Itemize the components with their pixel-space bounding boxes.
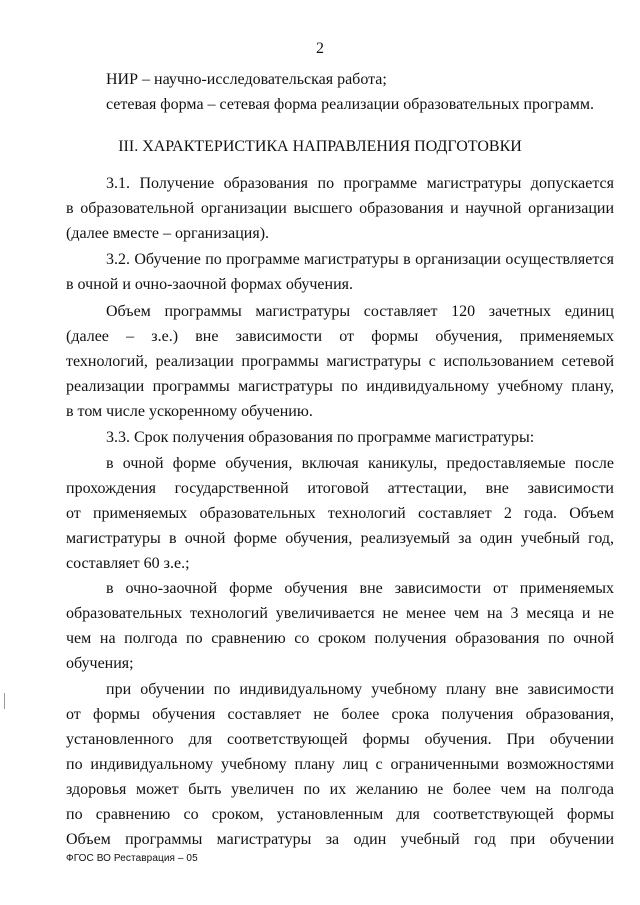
paragraph-line: составляет 60 з.е.; [66,555,190,572]
page-number: 2 [316,40,324,57]
paragraph-line: чем на полгода по сравнению со сроком получения образования по очной [66,630,614,647]
paragraph-line: (далее вместе – организация). [66,225,270,242]
paragraph-line: образовательных технологий увеличивается не менее чем на 3 месяца и не [66,605,614,622]
paragraph-line: 3.1. Получение образования по программе магистратуры допускается [106,175,614,192]
definition-line: НИР – научно-исследовательская работа; [106,71,387,88]
paragraph-line: по сравнению со сроком, установленным для соответствующей формы [66,806,614,823]
paragraph-line: в очной и очно-заочной формах обучения. [66,276,353,293]
paragraph-line: от формы обучения составляет не более срока получения образования, [66,706,614,723]
paragraph-line: Объем программы магистратуры составляет 120 зачетных единиц [106,303,614,320]
scan-margin-mark [4,693,5,709]
paragraph-line: в очной форме обучения, включая каникулы, предоставляемые после [106,455,614,472]
paragraph-line: по индивидуальному учебному плану лиц с ограниченными возможностями [66,756,614,773]
paragraph-line: при обучении по индивидуальному учебному плану вне зависимости [106,681,614,698]
footer-code: ФГОС ВО Реставрация – 05 [66,853,198,864]
paragraph-line: в том числе ускоренному обучению. [66,403,313,420]
paragraph-line: 3.2. Обучение по программе магистратуры в организации осуществляется [106,251,614,268]
paragraph-line: в образовательной организации высшего образования и научной организации [66,200,614,217]
paragraph-line: (далее – з.е.) вне зависимости от формы обучения, применяемых [66,328,614,345]
definition-line: сетевая форма – сетевая форма реализации образовательных программ. [106,96,594,113]
paragraph-line: от применяемых образовательных технологий составляет 2 года. Объем [66,505,614,522]
paragraph-line: прохождения государственной итоговой аттестации, вне зависимости [66,480,614,497]
paragraph-line: установленного для соответствующей формы обучения. При обучении [66,731,614,748]
paragraph-line: реализации программы магистратуры по индивидуальному учебному плану, [66,378,614,395]
paragraph-line: здоровья может быть увеличен по их желанию не более чем на полгода [66,781,614,798]
paragraph-line: Объем программы магистратуры за один учебный год при обучении [66,831,614,848]
section-heading: III. ХАРАКТЕРИСТИКА НАПРАВЛЕНИЯ ПОДГОТОВКИ [118,138,522,155]
paragraph-line: технологий, реализации программы магистратуры с использованием сетевой [66,353,614,370]
paragraph-line: в очно-заочной форме обучения вне зависимости от применяемых [106,580,614,597]
paragraph-line: 3.3. Срок получения образования по программе магистратуры: [106,429,535,446]
paragraph-line: обучения; [66,655,134,672]
paragraph-line: магистратуры в очной форме обучения, реализуемый за один учебный год, [66,530,614,547]
